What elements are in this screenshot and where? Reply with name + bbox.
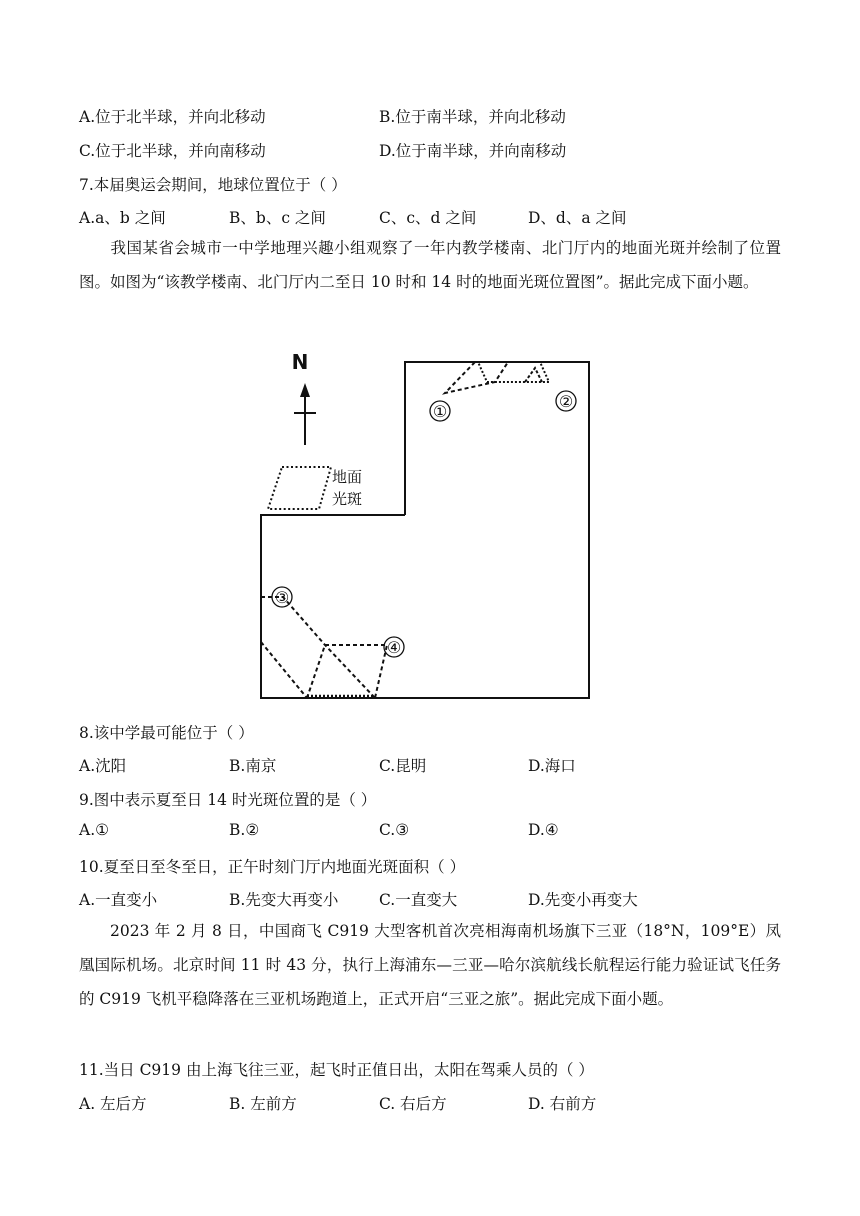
q6-option-a: A.位于北半球，并向北移动 <box>79 108 266 126</box>
q11-option-b: B. 左前方 <box>229 1095 297 1113</box>
q8-option-a: A.沈阳 <box>79 757 127 775</box>
q6-option-d: D.位于南半球，并向南移动 <box>379 142 567 160</box>
passage-1-text: 我国某省会城市一中学地理兴趣小组观察了一年内教学楼南、北门厅内的地面光斑并绘制了位置图。如图为“该教学楼南、北门厅内二至日 10 时和 14 时的地面光斑位置图”。据此完成下面小题。 <box>79 239 781 291</box>
q11-stem: 11.当日 C919 由上海飞往三亚，起飞时正值日出，太阳在驾乘人员的（ ） <box>79 1061 594 1079</box>
passage-2-text: 2023 年 2 月 8 日，中国商飞 C919 大型客机首次亮相海南机场旗下三亚（18°N，109°E）凤凰国际机场。北京时间 11 时 43 分，执行上海浦东—三亚—哈尔滨航线长航程运行能力验证试飞任务的 C919 飞机平稳降落在三亚机场跑道上，正式开启“三亚之旅”。据此完成下面小题。 <box>79 922 781 1008</box>
q6-option-b: B.位于南半球，并向北移动 <box>379 108 566 126</box>
q11-option-c: C. 右后方 <box>379 1095 447 1113</box>
q7-stem: 7.本届奥运会期间，地球位置位于（ ） <box>79 176 347 194</box>
q7-option-b: B、b、c 之间 <box>229 209 326 227</box>
north-arrow-icon <box>294 383 316 445</box>
spot-4 <box>325 645 387 698</box>
q9-stem: 9.图中表示夏至日 14 时光斑位置的是（ ） <box>79 791 377 809</box>
q11-option-d: D. 右前方 <box>528 1095 597 1113</box>
q10-option-a: A.一直变小 <box>79 891 158 909</box>
q7-option-a: A.a、b 之间 <box>79 209 166 227</box>
marker-1-label: ① <box>432 402 448 421</box>
light-spot-figure <box>255 345 600 705</box>
q8-option-d: D.海口 <box>528 757 576 775</box>
spot-3 <box>261 597 375 698</box>
q10-option-d: D.先变小再变大 <box>528 891 638 909</box>
north-label: N <box>291 350 309 374</box>
q9-option-c: C.③ <box>379 821 410 839</box>
q8-option-c: C.昆明 <box>379 757 427 775</box>
legend-label-line2: 光斑 <box>332 490 363 508</box>
marker-4-label: ④ <box>386 638 402 657</box>
spot-1 <box>445 362 508 393</box>
q10-stem: 10.夏至日至冬至日，正午时刻门厅内地面光斑面积（ ） <box>79 858 466 876</box>
legend-spot-shape <box>268 467 331 509</box>
q10-option-c: C.一直变大 <box>379 891 458 909</box>
q10-option-b: B.先变大再变小 <box>229 891 339 909</box>
q9-option-a: A.① <box>79 821 110 839</box>
q6-option-c: C.位于北半球，并向南移动 <box>79 142 266 160</box>
spot-2 <box>478 362 549 382</box>
q11-option-a: A. 左后方 <box>79 1095 147 1113</box>
q8-stem: 8.该中学最可能位于（ ） <box>79 724 254 742</box>
q7-option-c: C、c、d 之间 <box>379 209 477 227</box>
q7-option-d: D、d、a 之间 <box>528 209 627 227</box>
q9-option-b: B.② <box>229 821 260 839</box>
q8-option-b: B.南京 <box>229 757 277 775</box>
passage-1 <box>79 231 781 299</box>
marker-3-label: ③ <box>274 588 290 607</box>
marker-2-label: ② <box>558 392 574 411</box>
legend-label-line1: 地面 <box>332 468 363 486</box>
q9-option-d: D.④ <box>528 821 559 839</box>
passage-2 <box>79 914 781 1016</box>
